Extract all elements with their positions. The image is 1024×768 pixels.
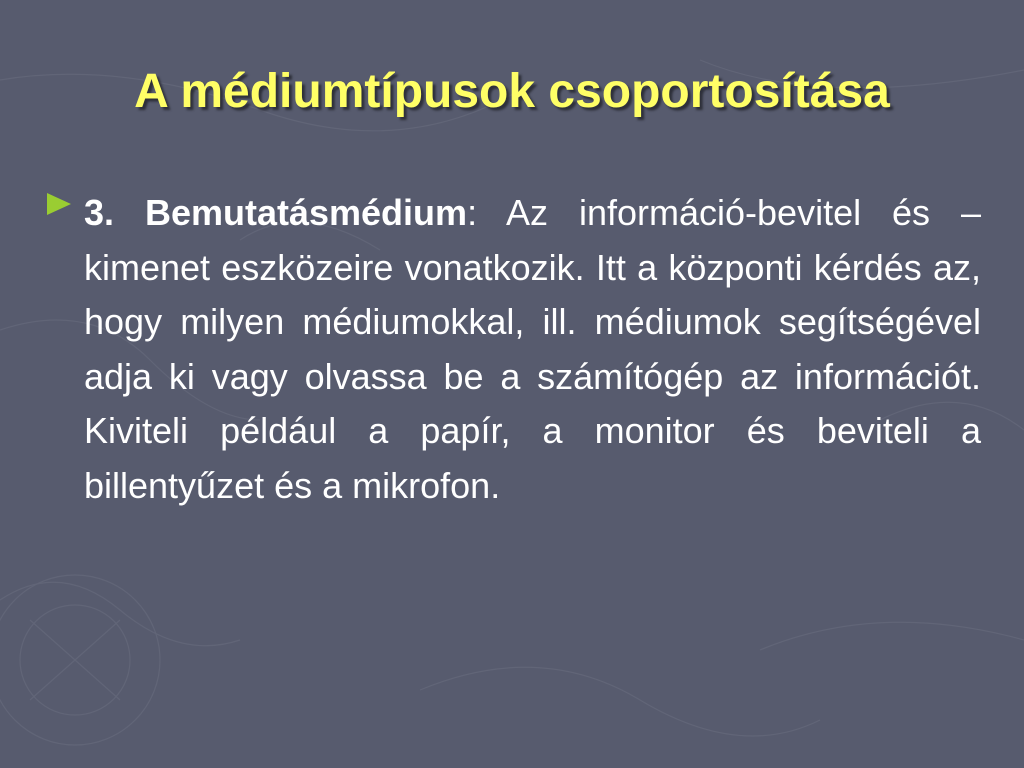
triangle-bullet-icon [47, 193, 71, 215]
bullet-number: 3. [84, 192, 115, 233]
bullet-item [47, 186, 981, 513]
bullet-text [84, 186, 981, 513]
bullet-term: Bemutatásmédium [144, 192, 468, 233]
bullet-separator: : [467, 192, 478, 233]
bullet-body: Az információ-bevitel és –kimenet eszközeire vonatkozik. Itt a központi kérdés az, hogy milyen médiumokkal, ill. médiumok segítségével adja ki vagy olvassa be a számítógép az információt. Kiviteli például a papír, a monitor és beviteli a billentyűzet és a mikrofon. [84, 192, 981, 506]
slide-title: A médiumtípusok csoportosítása [134, 65, 890, 118]
